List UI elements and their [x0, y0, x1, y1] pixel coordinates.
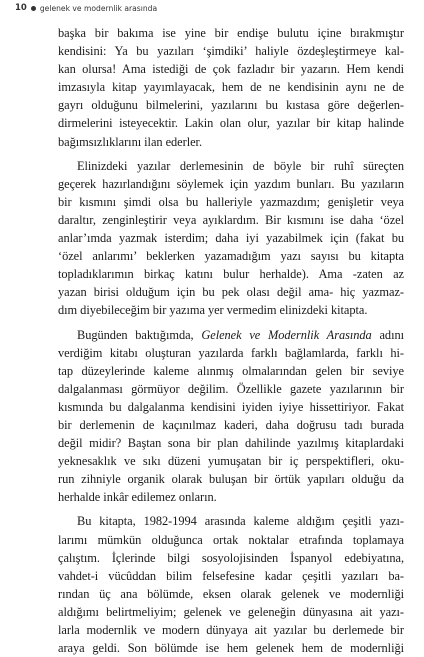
text-line: dirmelerini isteyecektir. Lakin olan olur, yazılar bir kitap halinde [58, 116, 404, 131]
text-run: adını [371, 327, 404, 342]
page-number: 10 [15, 3, 27, 13]
running-title: gelenek ve modernlik arasında [39, 3, 158, 13]
text-line: rından üç ana bölümde, eksen olarak gelenek ve modernliği [58, 586, 404, 601]
text-line: Elinizdeki yazılar derlemesinin de böyle bir ruhî süreçten [77, 158, 404, 173]
text-line: çalıştım. İçlerinde bilgi sosyolojisinden İspanyol edebiyatına, [58, 550, 404, 565]
text-line: verdiğim kitabı oluşturan yazılarda farklı bağlamlarda, farklı hi- [58, 345, 404, 360]
text-line: herhalde inkâr edilemez onların. [58, 490, 217, 505]
text-line: bir derlemenin de kaçınılmaz kaderi, daha doğrusu tadı burada [58, 417, 404, 432]
text-line: vahdet-i vücûddan bilim felsefesine kadar çeşitli yazıları ba- [58, 568, 404, 583]
text-line: imzasıyla kitap yayımlayacak, hem de ne kendisinin aynı ne de [58, 80, 404, 95]
text-line: kısmında bu dalgalanma kendisini iyiden iyiye hissettiriyor. Fakat [58, 399, 404, 414]
paragraph-4 [58, 512, 404, 657]
text-line: bağımsızlıklarını ilan ederler. [58, 134, 202, 149]
text-line: yeknesaklık ve sıkı düzeni yumuşatan bir iç perspektifleri, oku- [58, 454, 404, 469]
text-line: aldığımı belirtmeliyim; gelenek ve geleneğin dünyasına ait yazı- [58, 604, 404, 619]
text-line: gayrı olduğunu bilmelerini, yazılarını bu kıstasa göre değerlen- [58, 98, 404, 113]
book-title: Gelenek ve Modernlik Arasında [201, 327, 372, 342]
text-line: başka bir bakıma ise yine bir endişe bulutu içine bırakmıştır [58, 26, 404, 40]
text-line: bir kısmını şimdi olsa bu halleriyle yazmazdım; genişletir veya [58, 194, 404, 209]
text-line: değil midir? Baştan sona bir plan dahilinde yazılmış kitaplardaki [58, 436, 404, 451]
text-line: Bu kitapta, 1982-1994 arasında kaleme aldığım çeşitli yazı- [77, 514, 404, 529]
text-line: larla modernlik ve modern dünyaya ait yazılar bu derlemede bir [58, 623, 404, 637]
text-line [58, 326, 404, 344]
paragraph-3 [58, 326, 404, 507]
text-line: ‘özel anlarımı’ beklerken yazamadığım yazı sayısı bu kitapta [58, 249, 404, 264]
bullet-icon [31, 6, 36, 11]
text-line: yazan birisi olduğum için bu pek olası değil ama- hiç yazmaz- [58, 285, 404, 300]
text-line: daraltır, zenginleştirir veya ayıklardım. Bir kısmını ise daha ‘özel [58, 212, 404, 227]
paragraph-1 [58, 24, 404, 151]
running-header [15, 0, 157, 16]
text-line: larımı mümkün olduğunca ortak noktalar etrafında toplamaya [58, 532, 404, 547]
text-line: dalgalanması görmüyor değilim. Özellikle gazete yazılarının bir [58, 381, 404, 396]
text-run: Bugünden baktığımda, [77, 327, 202, 342]
text-line: topladıklarımın birkaç katını bulur herhalde). Ama -zaten az [58, 267, 404, 282]
text-line: kan olursa! Ama istediği de çok fazladır bir yazarın. Hem kendi [58, 62, 404, 77]
text-line: anlar’ımda yazmak isterdim; daha iyi yazabilmek için (fakat bu [58, 231, 404, 246]
text-line: tap düzeylerinde kaleme alınmış olmalarından gelen bir seviye [58, 363, 404, 378]
text-line: kendisini: Ya bu yazıları ‘şimdiki’ haliyle özdeşleştirmeye kal- [58, 44, 404, 59]
text-line: araya geldi. Son bölümde ise hem gelenek hem de modernliği [58, 641, 404, 656]
paragraph-2 [58, 157, 404, 320]
text-line: run zihniyle organik olarak buluşan bir örtük yapıları olduğu da [58, 472, 404, 487]
text-line: geçerek hazırlandığını söylemek için yazdım bunları. Bu yazıların [58, 176, 404, 191]
body-text [58, 24, 404, 657]
text-line: dım diyebileceğim bir yazıma yer vermedim elinizdeki kitapta. [58, 303, 368, 318]
